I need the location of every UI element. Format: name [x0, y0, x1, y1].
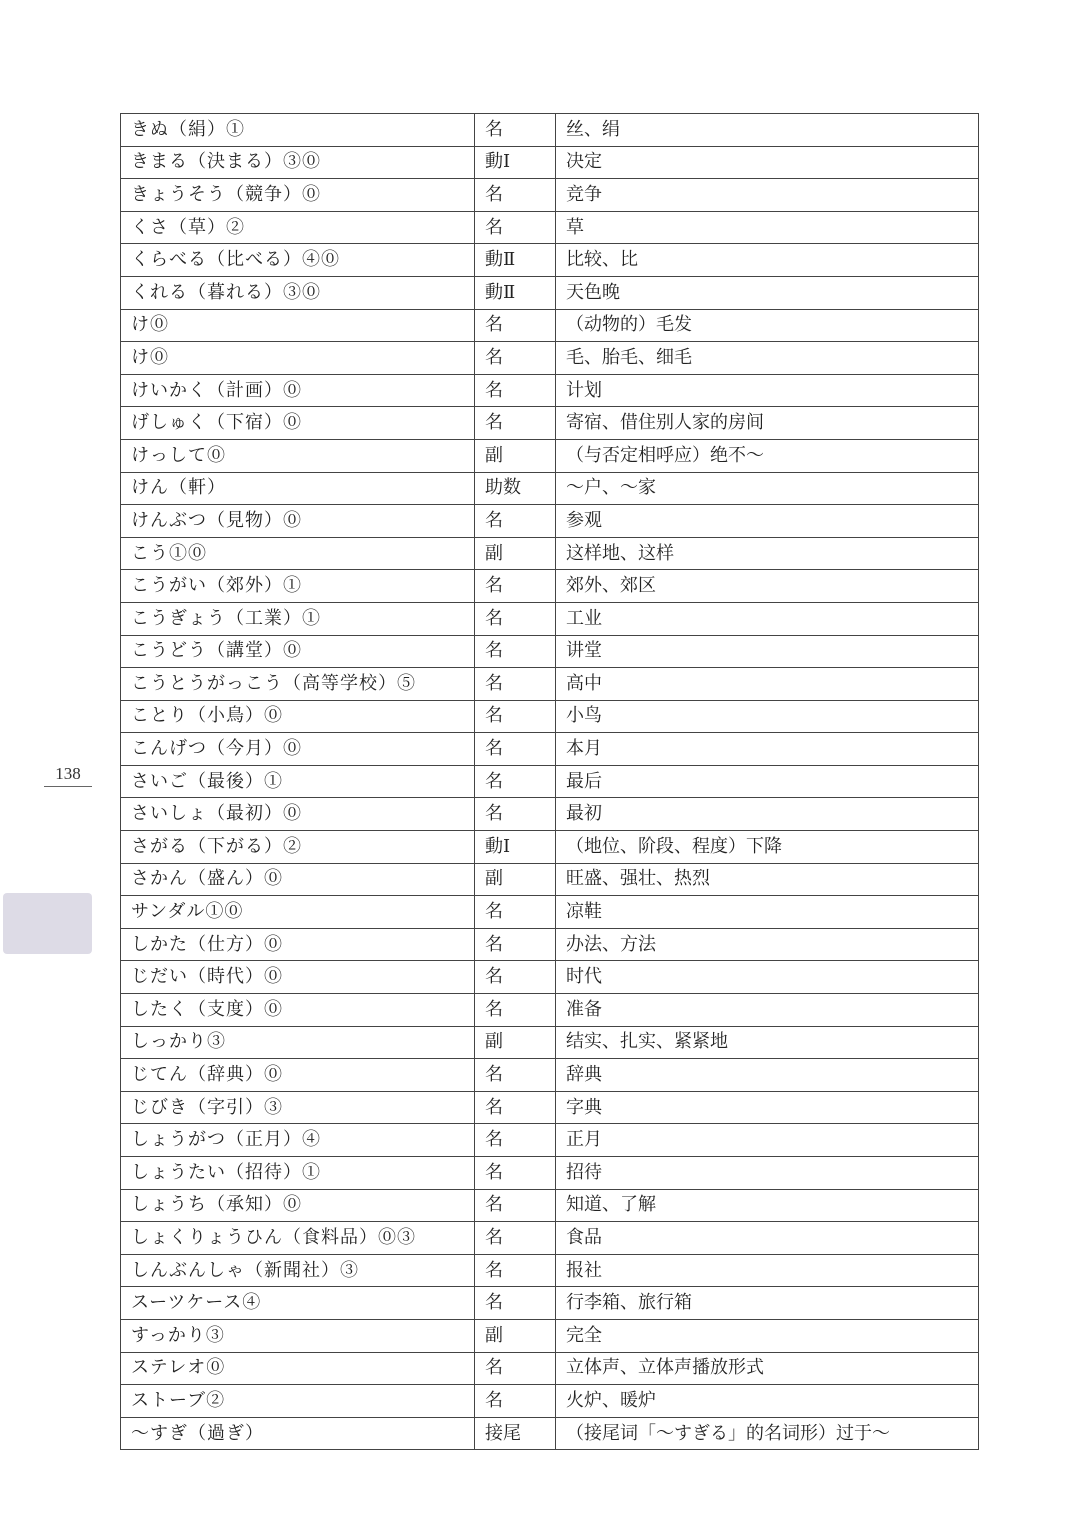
meaning-cell: 行李箱、旅行箱	[556, 1287, 979, 1320]
word-cell: くれる（暮れる）③⓪	[121, 276, 475, 309]
table-row	[121, 114, 979, 147]
word-cell: こう①⓪	[121, 537, 475, 570]
part-of-speech-cell: 動Ⅰ	[475, 146, 556, 179]
word-cell: しょうち（承知）⓪	[121, 1189, 475, 1222]
table-row	[121, 1091, 979, 1124]
table-row	[121, 1124, 979, 1157]
table-row	[121, 1417, 979, 1450]
part-of-speech-cell: 名	[475, 1124, 556, 1157]
word-cell: こんげつ（今月）⓪	[121, 733, 475, 766]
table-row	[121, 1222, 979, 1255]
word-cell: けいかく（計画）⓪	[121, 374, 475, 407]
meaning-cell: 报社	[556, 1254, 979, 1287]
table-row	[121, 1026, 979, 1059]
word-cell: きまる（決まる）③⓪	[121, 146, 475, 179]
word-cell: さいしょ（最初）⓪	[121, 798, 475, 831]
word-cell: けん（軒）	[121, 472, 475, 505]
word-cell: こうとうがっこう（高等学校）⑤	[121, 668, 475, 701]
part-of-speech-cell: 動Ⅱ	[475, 244, 556, 277]
word-cell: じびき（字引）③	[121, 1091, 475, 1124]
part-of-speech-cell: 副	[475, 863, 556, 896]
word-cell: こうぎょう（工業）①	[121, 602, 475, 635]
meaning-cell: 食品	[556, 1222, 979, 1255]
part-of-speech-cell: 名	[475, 211, 556, 244]
meaning-cell: 立体声、立体声播放形式	[556, 1352, 979, 1385]
part-of-speech-cell: 接尾	[475, 1417, 556, 1450]
part-of-speech-cell: 名	[475, 1091, 556, 1124]
part-of-speech-cell: 名	[475, 342, 556, 375]
meaning-cell: ～户、～家	[556, 472, 979, 505]
part-of-speech-cell: 名	[475, 961, 556, 994]
part-of-speech-cell: 名	[475, 668, 556, 701]
word-cell: すっかり③	[121, 1319, 475, 1352]
word-cell: くらべる（比べる）④⓪	[121, 244, 475, 277]
meaning-cell: 这样地、这样	[556, 537, 979, 570]
word-cell: こうどう（講堂）⓪	[121, 635, 475, 668]
meaning-cell: 正月	[556, 1124, 979, 1157]
word-cell: しんぶんしゃ（新聞社）③	[121, 1254, 475, 1287]
part-of-speech-cell: 名	[475, 765, 556, 798]
meaning-cell: 准备	[556, 994, 979, 1027]
table-row	[121, 1287, 979, 1320]
table-row	[121, 146, 979, 179]
side-tab	[3, 893, 92, 954]
part-of-speech-cell: 名	[475, 1254, 556, 1287]
table-row	[121, 1189, 979, 1222]
word-cell: さがる（下がる）②	[121, 831, 475, 864]
table-row	[121, 1352, 979, 1385]
table-row	[121, 276, 979, 309]
table-row	[121, 798, 979, 831]
table-row	[121, 570, 979, 603]
table-row	[121, 537, 979, 570]
table-row	[121, 407, 979, 440]
word-cell: しょくりょうひん（食料品）⓪③	[121, 1222, 475, 1255]
word-cell: け⓪	[121, 342, 475, 375]
part-of-speech-cell: 名	[475, 733, 556, 766]
part-of-speech-cell: 名	[475, 1189, 556, 1222]
part-of-speech-cell: 動Ⅰ	[475, 831, 556, 864]
part-of-speech-cell: 名	[475, 798, 556, 831]
table-row	[121, 211, 979, 244]
table-row	[121, 765, 979, 798]
part-of-speech-cell: 名	[475, 635, 556, 668]
meaning-cell: 本月	[556, 733, 979, 766]
table-row	[121, 961, 979, 994]
table-row	[121, 602, 979, 635]
table-row	[121, 1157, 979, 1190]
table-row	[121, 309, 979, 342]
meaning-cell: （接尾词「～すぎる」的名词形）过于～	[556, 1417, 979, 1450]
word-cell: さかん（盛ん）⓪	[121, 863, 475, 896]
meaning-cell: 寄宿、借住别人家的房间	[556, 407, 979, 440]
meaning-cell: 最后	[556, 765, 979, 798]
vocab-table	[120, 113, 979, 1450]
table-row	[121, 1254, 979, 1287]
part-of-speech-cell: 名	[475, 1385, 556, 1418]
table-row	[121, 342, 979, 375]
word-cell: ステレオ⓪	[121, 1352, 475, 1385]
part-of-speech-cell: 名	[475, 570, 556, 603]
table-row	[121, 472, 979, 505]
table-row	[121, 505, 979, 538]
table-row	[121, 863, 979, 896]
page-number-rule	[44, 786, 92, 787]
part-of-speech-cell: 名	[475, 928, 556, 961]
word-cell: じてん（辞典）⓪	[121, 1059, 475, 1092]
table-row	[121, 994, 979, 1027]
table-row	[121, 831, 979, 864]
meaning-cell: （地位、阶段、程度）下降	[556, 831, 979, 864]
meaning-cell: 高中	[556, 668, 979, 701]
word-cell: きぬ（絹）①	[121, 114, 475, 147]
table-row	[121, 439, 979, 472]
meaning-cell: 火炉、暖炉	[556, 1385, 979, 1418]
meaning-cell: 竞争	[556, 179, 979, 212]
meaning-cell: 辞典	[556, 1059, 979, 1092]
word-cell: しっかり③	[121, 1026, 475, 1059]
vocab-table-body	[121, 114, 979, 1450]
meaning-cell: 凉鞋	[556, 896, 979, 929]
word-cell: けんぶつ（見物）⓪	[121, 505, 475, 538]
part-of-speech-cell: 副	[475, 1319, 556, 1352]
page-number: 138	[55, 764, 81, 783]
part-of-speech-cell: 名	[475, 374, 556, 407]
part-of-speech-cell: 名	[475, 1059, 556, 1092]
table-row	[121, 1059, 979, 1092]
table-row	[121, 928, 979, 961]
meaning-cell: （与否定相呼应）绝不～	[556, 439, 979, 472]
meaning-cell: 知道、了解	[556, 1189, 979, 1222]
meaning-cell: 计划	[556, 374, 979, 407]
part-of-speech-cell: 副	[475, 537, 556, 570]
part-of-speech-cell: 副	[475, 1026, 556, 1059]
word-cell: きょうそう（競争）⓪	[121, 179, 475, 212]
part-of-speech-cell: 名	[475, 602, 556, 635]
table-row	[121, 1385, 979, 1418]
table-row	[121, 179, 979, 212]
part-of-speech-cell: 名	[475, 309, 556, 342]
word-cell: しょうたい（招待）①	[121, 1157, 475, 1190]
part-of-speech-cell: 名	[475, 994, 556, 1027]
part-of-speech-cell: 名	[475, 505, 556, 538]
meaning-cell: 完全	[556, 1319, 979, 1352]
word-cell: くさ（草）②	[121, 211, 475, 244]
part-of-speech-cell: 名	[475, 700, 556, 733]
meaning-cell: 办法、方法	[556, 928, 979, 961]
part-of-speech-cell: 名	[475, 1287, 556, 1320]
meaning-cell: 旺盛、强壮、热烈	[556, 863, 979, 896]
meaning-cell: 毛、胎毛、细毛	[556, 342, 979, 375]
table-row	[121, 374, 979, 407]
part-of-speech-cell: 名	[475, 407, 556, 440]
word-cell: ～すぎ（過ぎ）	[121, 1417, 475, 1450]
part-of-speech-cell: 助数	[475, 472, 556, 505]
word-cell: スーツケース④	[121, 1287, 475, 1320]
meaning-cell: 比较、比	[556, 244, 979, 277]
table-row	[121, 244, 979, 277]
word-cell: さいご（最後）①	[121, 765, 475, 798]
meaning-cell: 郊外、郊区	[556, 570, 979, 603]
word-cell: ことり（小鳥）⓪	[121, 700, 475, 733]
table-row	[121, 733, 979, 766]
meaning-cell: 字典	[556, 1091, 979, 1124]
meaning-cell: 时代	[556, 961, 979, 994]
word-cell: サンダル①⓪	[121, 896, 475, 929]
part-of-speech-cell: 名	[475, 896, 556, 929]
meaning-cell: 草	[556, 211, 979, 244]
word-cell: しかた（仕方）⓪	[121, 928, 475, 961]
meaning-cell: 最初	[556, 798, 979, 831]
word-cell: したく（支度）⓪	[121, 994, 475, 1027]
meaning-cell: 招待	[556, 1157, 979, 1190]
meaning-cell: 决定	[556, 146, 979, 179]
meaning-cell: （动物的）毛发	[556, 309, 979, 342]
table-row	[121, 635, 979, 668]
part-of-speech-cell: 名	[475, 1157, 556, 1190]
part-of-speech-cell: 名	[475, 1222, 556, 1255]
table-row	[121, 700, 979, 733]
word-cell: しょうがつ（正月）④	[121, 1124, 475, 1157]
meaning-cell: 丝、绢	[556, 114, 979, 147]
table-row	[121, 1319, 979, 1352]
table-row	[121, 896, 979, 929]
meaning-cell: 工业	[556, 602, 979, 635]
meaning-cell: 天色晚	[556, 276, 979, 309]
word-cell: こうがい（郊外）①	[121, 570, 475, 603]
meaning-cell: 小鸟	[556, 700, 979, 733]
part-of-speech-cell: 名	[475, 1352, 556, 1385]
meaning-cell: 讲堂	[556, 635, 979, 668]
word-cell: ストーブ②	[121, 1385, 475, 1418]
word-cell: げしゅく（下宿）⓪	[121, 407, 475, 440]
meaning-cell: 参观	[556, 505, 979, 538]
table-row	[121, 668, 979, 701]
meaning-cell: 结实、扎实、紧紧地	[556, 1026, 979, 1059]
part-of-speech-cell: 名	[475, 179, 556, 212]
word-cell: けっして⓪	[121, 439, 475, 472]
part-of-speech-cell: 副	[475, 439, 556, 472]
word-cell: じだい（時代）⓪	[121, 961, 475, 994]
part-of-speech-cell: 名	[475, 114, 556, 147]
part-of-speech-cell: 動Ⅱ	[475, 276, 556, 309]
word-cell: け⓪	[121, 309, 475, 342]
